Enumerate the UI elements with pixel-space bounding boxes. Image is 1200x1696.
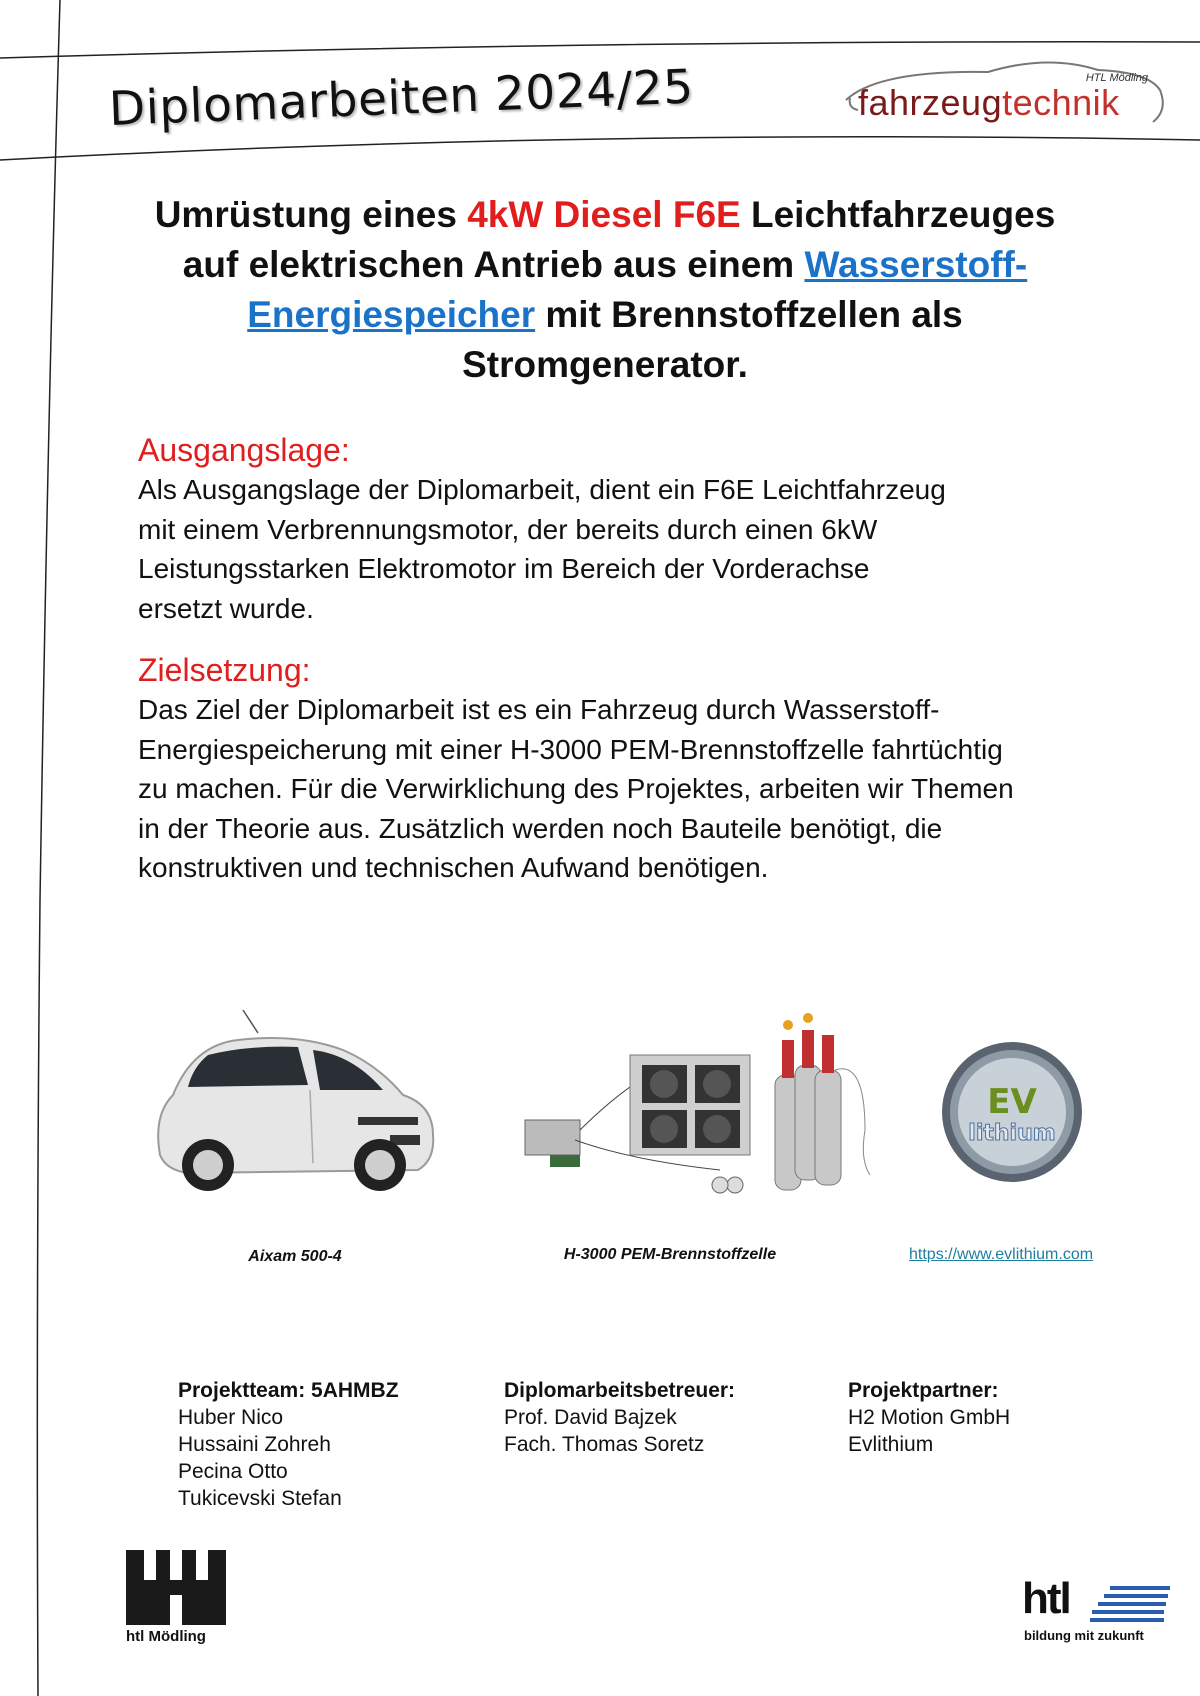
ev-badge-top: EV xyxy=(987,1082,1037,1122)
fuelcell-image xyxy=(520,1010,880,1200)
ausgangslage-section xyxy=(138,430,1178,628)
htl-tagline: bildung mit zukunft xyxy=(1024,1628,1144,1643)
logo-brand xyxy=(858,82,1120,124)
title-line-3: Energiespeicher mit Brennstoffzellen als xyxy=(247,294,963,335)
betreuer-member: Fach. Thomas Soretz xyxy=(504,1433,705,1456)
partner-member: H2 Motion GmbH xyxy=(848,1406,1011,1429)
betreuer-member: Prof. David Bajzek xyxy=(504,1406,677,1429)
team-member: Hussaini Zohreh xyxy=(178,1433,331,1456)
htl-moedling-logo xyxy=(126,1550,226,1645)
htl-building-icon xyxy=(126,1550,226,1625)
frame-top-line xyxy=(0,42,1200,58)
team-member: Huber Nico xyxy=(178,1406,284,1429)
title-highlight: 4kW Diesel F6E xyxy=(467,194,741,235)
title-line-4: Stromgenerator. xyxy=(462,344,748,385)
htl-moedling-text: htl Mödling xyxy=(126,1628,206,1645)
car-caption: Aixam 500-4 xyxy=(248,1248,342,1265)
betreuer-column xyxy=(504,1377,735,1458)
title-line-2: auf elektrischen Antrieb aus einem Wasserstoff- xyxy=(182,244,1028,285)
ausgangslage-heading: Ausgangslage: xyxy=(138,432,350,468)
logo-brand-part1: fahrzeug xyxy=(858,82,1003,123)
partner-heading: Projektpartner: xyxy=(848,1379,999,1402)
header-title: Diplomarbeiten 2024/25 xyxy=(108,59,695,137)
zielsetzung-body: Das Ziel der Diplomarbeit ist es ein Fahrzeug durch Wasserstoff- Energiespeicherung mit einer H-3000 PEM-Brennstoffzelle fahrtüchtig zu machen. Für die Verwirklichung des Projektes, arbeiten wir Themen in der Theorie aus. Zusätzlich werden noch Bauteile benötigt, die konstruktiven und technischen Aufwand benötigen. xyxy=(138,694,1014,883)
team-member: Pecina Otto xyxy=(178,1460,288,1483)
htl-bildung-logo xyxy=(1022,1574,1172,1648)
partner-member: Evlithium xyxy=(848,1433,934,1456)
frame-header-line xyxy=(0,137,1200,160)
title-link-part1[interactable]: Wasserstoff- xyxy=(804,244,1028,285)
partner-column xyxy=(848,1377,1010,1458)
logo-brand-part2: technik xyxy=(1002,82,1120,123)
speed-lines-icon xyxy=(1090,1586,1170,1622)
main-title xyxy=(60,190,1150,390)
title-link-part2[interactable]: Energiespeicher xyxy=(247,294,536,335)
car-image xyxy=(148,1005,438,1205)
frame-left-curve xyxy=(37,0,60,1696)
zielsetzung-section xyxy=(138,650,1178,888)
fuelcell-caption: H-3000 PEM-Brennstoffzelle xyxy=(563,1246,777,1263)
ausgangslage-body: Als Ausgangslage der Diplomarbeit, dient ein F6E Leichtfahrzeug mit einem Verbrennungsmotor, der bereits durch einen 6kW Leistungsstarken Elektromotor im Bereich der Vorderachse ersetzt wurde. xyxy=(138,474,946,624)
fahrzeugtechnik-logo xyxy=(838,60,1178,130)
projektteam-heading: Projektteam: 5AHMBZ xyxy=(178,1379,399,1402)
projektteam-column xyxy=(178,1377,399,1512)
ev-badge-bottom: lithium xyxy=(968,1121,1056,1146)
zielsetzung-heading: Zielsetzung: xyxy=(138,652,311,688)
team-member: Tukicevski Stefan xyxy=(178,1487,342,1510)
evlithium-link[interactable]: https://www.evlithium.com xyxy=(909,1246,1094,1263)
title-line-1: Umrüstung eines 4kW Diesel F6E Leichtfahrzeuges xyxy=(154,194,1056,235)
evlithium-badge xyxy=(940,1040,1085,1185)
logo-subtitle: HTL Mödling xyxy=(1085,72,1148,84)
betreuer-heading: Diplomarbeitsbetreuer: xyxy=(504,1379,736,1402)
htl-wordmark: htl xyxy=(1022,1574,1070,1623)
